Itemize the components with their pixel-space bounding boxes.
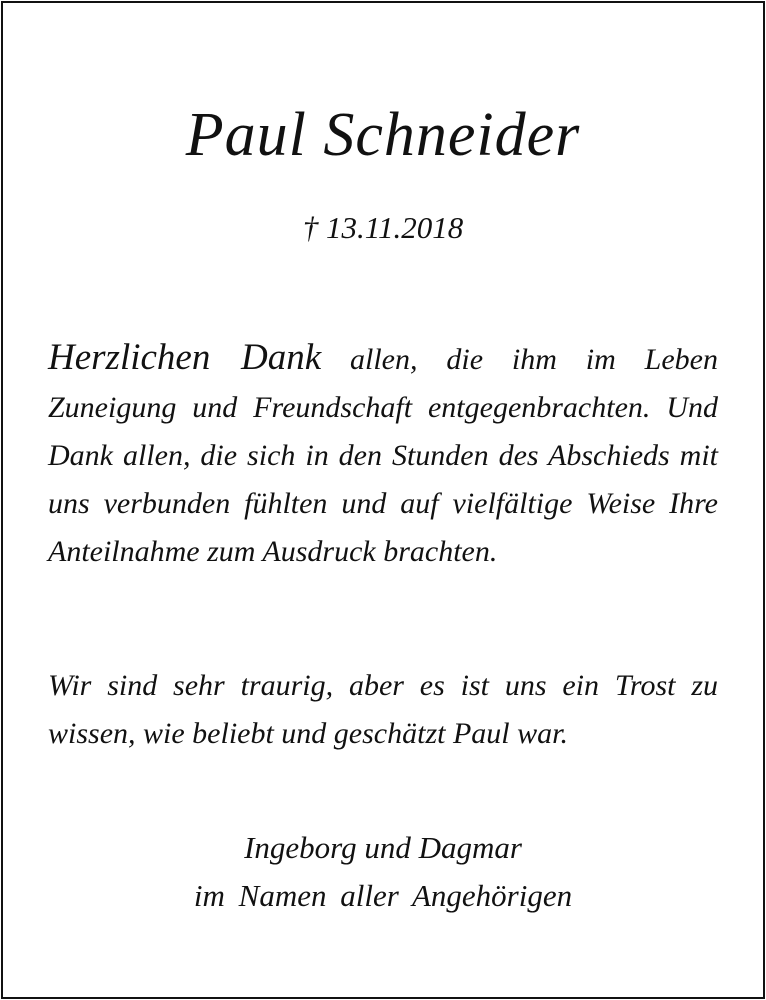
signature-line: im Namen aller Angehörigen [193,878,573,913]
deceased-name: Paul Schneider [185,101,581,169]
thanks-text: allen, die ihm im Leben Zuneigung und Freundschaft entgegenbrachten. Und Dank allen, die sich in den Stunden des Abschieds mit uns verbunden fühlten und auf vielfältige Weise Ihre Anteilnahme zum Ausdruck brachten. [48,343,718,568]
signature-names: Ingeborg und Dagmar [244,830,522,865]
thanks-paragraph [48,334,718,576]
closing-paragraph: Wir sind sehr traurig, aber es ist uns ein Trost zu wissen, wie beliebt und geschätzt Paul war. [48,669,718,750]
death-date: † 13.11.2018 [302,210,464,245]
thanks-lead: Herzlichen Dank [48,337,322,378]
